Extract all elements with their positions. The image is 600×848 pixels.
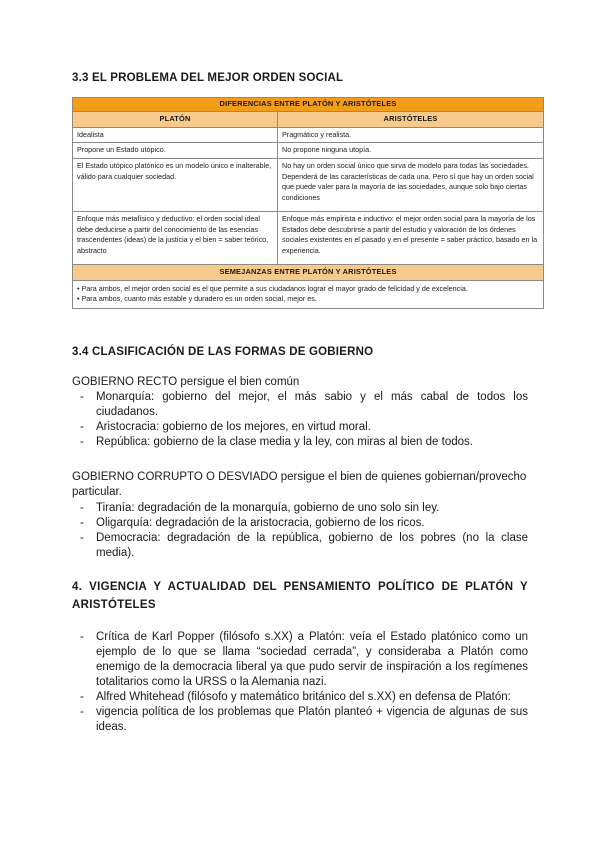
table-header-row: [73, 98, 544, 112]
list-item: [72, 531, 528, 561]
similarity-item: • Para ambos, el mejor orden social es el que permite a sus ciudadanos lograr el mayor grado de felicidad y de excelencia.: [77, 283, 468, 293]
cell-platon: El Estado utópico platónico es un modelo único e inalterable, válido para cualquier sociedad.: [73, 159, 278, 212]
similarities-header: SEMEJANZAS ENTRE PLATÓN Y ARISTÓTELES: [73, 265, 544, 281]
similarities-row: [73, 280, 544, 308]
list-item: [72, 630, 528, 690]
comparison-table: [72, 97, 544, 309]
section-3-3-title: 3.3 EL PROBLEMA DEL MEJOR ORDEN SOCIAL: [72, 72, 344, 84]
list-item: [72, 516, 528, 531]
section-4-title: 4. VIGENCIA Y ACTUALIDAD DEL PENSAMIENTO POLÍTICO DE PLATÓN Y ARISTÓTELES: [72, 581, 528, 611]
similarities-cell: [73, 280, 544, 308]
table-row: [73, 127, 544, 143]
list-item-text: República: gobierno de la clase media y la ley, con miras al bien de todos.: [96, 436, 473, 448]
similarity-item: • Para ambos, cuanto más estable y duradero es un orden social, mejor es.: [77, 294, 317, 303]
gobierno-corrupto-list: [72, 501, 528, 561]
list-item-text: Alfred Whitehead (filósofo y matemático británico del s.XX) en defensa de Platón:: [96, 691, 511, 703]
dash-marker: -: [80, 517, 84, 529]
cell-platon: Enfoque más metafísico y deductivo: el orden social ideal debe deducirse a partir del conocimiento de las esencias trascendentes (ideas) de la justicia y el bien = saber teórico, abstracto: [73, 212, 278, 265]
dash-marker: -: [80, 706, 84, 718]
column-header-aristoteles: ARISTÓTELES: [278, 112, 544, 128]
list-item-text: Aristocracia: gobierno de los mejores, en virtud moral.: [96, 421, 371, 433]
dash-marker: -: [80, 502, 84, 514]
list-item-text: Democracia: degradación de la república, gobierno de los pobres (no la clase media).: [96, 532, 528, 559]
similarities-header-row: [73, 265, 544, 281]
list-item-text: Monarquía: gobierno del mejor, el más sabio y el más cabal de todos los ciudadanos.: [96, 391, 528, 418]
list-item: [72, 435, 528, 450]
list-item: [72, 420, 528, 435]
cell-aristoteles: No propone ninguna utopía.: [278, 143, 544, 159]
cell-aristoteles: Enfoque más empirista e inductivo: el mejor orden social para la mayoría de los Estados debe descubrirse a partir del estudio y valoración de los órdenes sociales existentes en el pasado y en el presente = saber práctico, basado en la experiencia.: [278, 212, 544, 265]
list-item: [72, 501, 528, 516]
cell-platon: Idealista: [73, 127, 278, 143]
section-3-4-title: 3.4 CLASIFICACIÓN DE LAS FORMAS DE GOBIERNO: [72, 346, 374, 358]
dash-marker: -: [80, 421, 84, 433]
dash-marker: -: [80, 436, 84, 448]
list-item-text: Crítica de Karl Popper (filósofo s.XX) a Platón: veía el Estado platónico como un ejemplo de lo que se llama “sociedad cerrada”, y consideraba a Platón como enemigo de la democracia liberal ya que pudo servir de inspiración a los regímenes totalitarios como la URSS o la Alemania nazi.: [96, 631, 528, 688]
gobierno-recto-intro: GOBIERNO RECTO persigue el bien común: [72, 376, 300, 388]
table-row: [73, 143, 544, 159]
vigencia-list: [72, 630, 528, 735]
dash-marker: -: [80, 532, 84, 544]
column-header-platon: PLATÓN: [73, 112, 278, 128]
cell-aristoteles: No hay un orden social único que sirva de modelo para todas las sociedades. Dependerá de las características de cada una. Pero sí que hay un orden social que puede valer para la mayoría de las sociedades, aunque solo bajo ciertas condiciones: [278, 159, 544, 212]
table-row: [73, 159, 544, 212]
list-item-text: vigencia política de los problemas que Platón planteó + vigencia de algunas de sus ideas.: [96, 706, 528, 733]
dash-marker: -: [80, 691, 84, 703]
list-item-text: Tiranía: degradación de la monarquía, gobierno de uno solo sin ley.: [96, 502, 440, 514]
dash-marker: -: [80, 391, 84, 403]
cell-aristoteles: Pragmático y realista.: [278, 127, 544, 143]
dash-marker: -: [80, 631, 84, 643]
table-header: DIFERENCIAS ENTRE PLATÓN Y ARISTÓTELES: [73, 98, 544, 112]
gobierno-corrupto-intro: GOBIERNO CORRUPTO O DESVIADO persigue el bien de quienes gobiernan/provecho particular.: [72, 471, 527, 498]
list-item-text: Oligarquía: degradación de la aristocracia, gobierno de los ricos.: [96, 517, 425, 529]
gobierno-recto-list: [72, 390, 528, 450]
list-item: [72, 690, 528, 705]
column-header-row: [73, 112, 544, 128]
list-item: [72, 705, 528, 735]
list-item: [72, 390, 528, 420]
table-row: [73, 212, 544, 265]
cell-platon: Propone un Estado utópico.: [73, 143, 278, 159]
